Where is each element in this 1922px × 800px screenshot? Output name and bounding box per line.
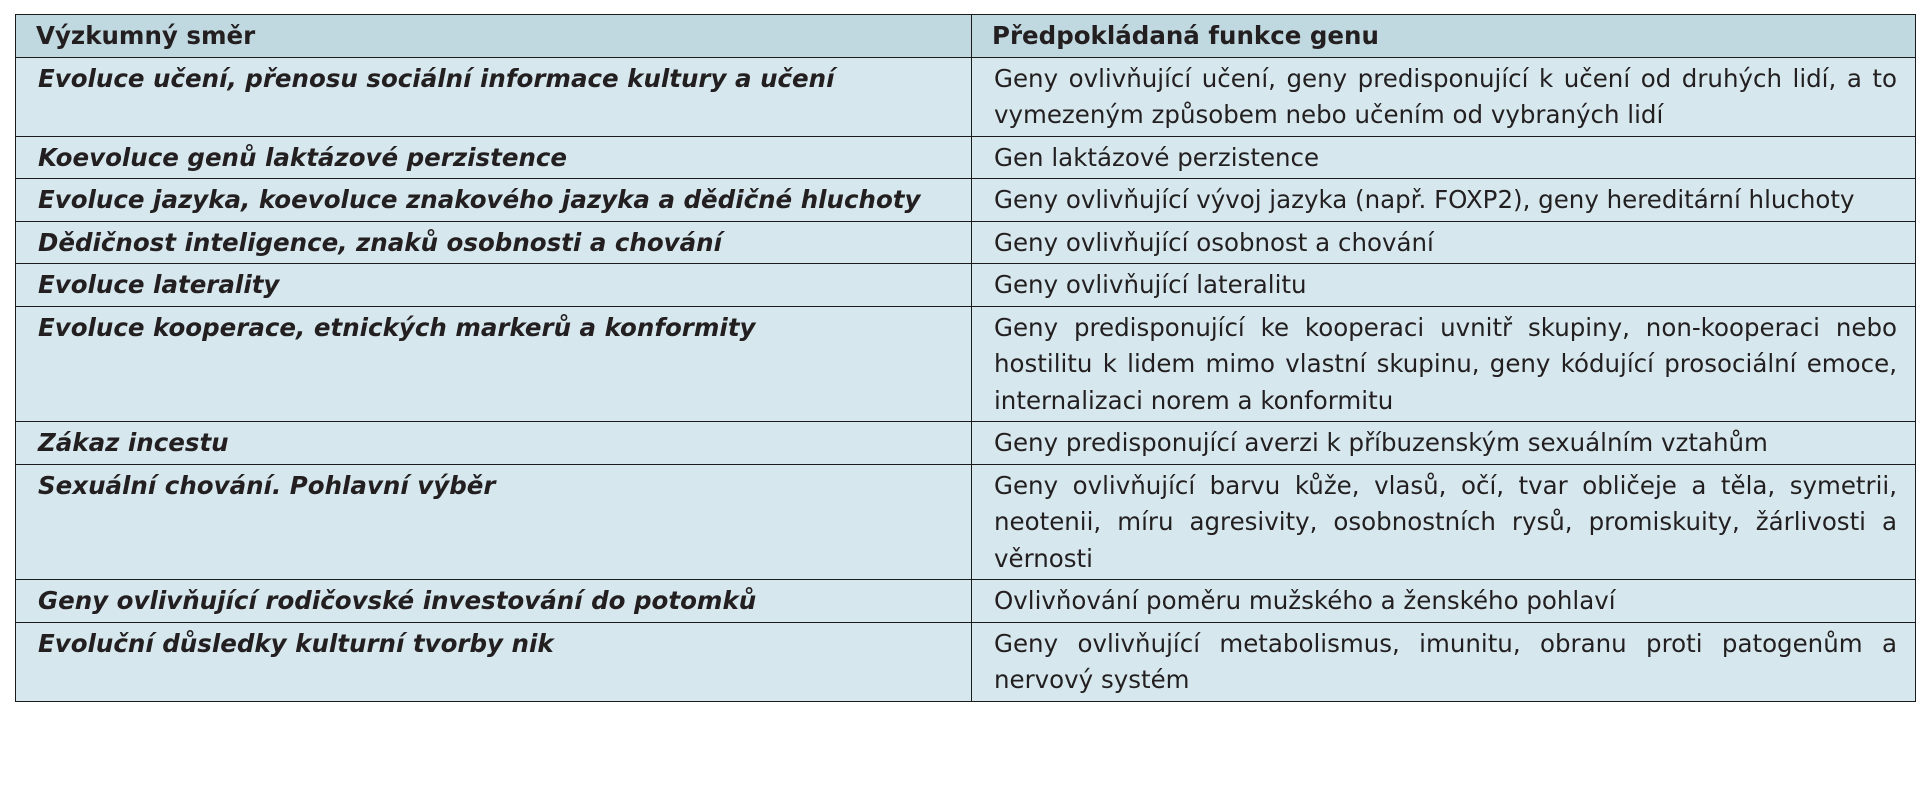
- table-row: [16, 580, 1916, 623]
- gene-function-cell: Geny predisponující ke kooperaci uvnitř skupiny, non-kooperaci nebo hostilitu k lidem mimo vlastní skupinu, geny kódující prosociální emoce, internalizaci norem a konformitu: [972, 306, 1916, 422]
- gene-function-cell: Geny ovlivňující učení, geny predisponující k učení od druhých lidí, a to vymezeným způsobem nebo učením od vybraných lidí: [972, 57, 1916, 136]
- gene-function-cell: Geny ovlivňující metabolismus, imunitu, obranu proti patogenům a nervový systém: [972, 622, 1916, 701]
- research-direction-cell: Evoluce laterality: [16, 264, 972, 307]
- gene-function-cell: Geny ovlivňující barvu kůže, vlasů, očí, tvar obličeje a těla, symetrii, neotenii, míru agresivity, osobnostních rysů, promiskuity, žárlivosti a věrnosti: [972, 464, 1916, 580]
- table-row: [16, 136, 1916, 179]
- research-direction-cell: Evoluce kooperace, etnických markerů a konformity: [16, 306, 972, 422]
- table-row: [16, 622, 1916, 701]
- table-row: [16, 306, 1916, 422]
- table-row: [16, 221, 1916, 264]
- research-direction-cell: Koevoluce genů laktázové perzistence: [16, 136, 972, 179]
- research-direction-cell: Dědičnost inteligence, znaků osobnosti a chování: [16, 221, 972, 264]
- gene-function-cell: Geny ovlivňující lateralitu: [972, 264, 1916, 307]
- research-direction-cell: Zákaz incestu: [16, 422, 972, 465]
- table-row: [16, 179, 1916, 222]
- table-row: [16, 422, 1916, 465]
- gene-function-cell: Geny predisponující averzi k příbuzenským sexuálním vztahům: [972, 422, 1916, 465]
- research-direction-cell: Evoluce učení, přenosu sociální informace kultury a učení: [16, 57, 972, 136]
- gene-research-table: [15, 14, 1916, 702]
- gene-function-cell: Geny ovlivňující osobnost a chování: [972, 221, 1916, 264]
- table-row: [16, 464, 1916, 580]
- table-row: [16, 57, 1916, 136]
- research-direction-cell: Sexuální chování. Pohlavní výběr: [16, 464, 972, 580]
- gene-function-cell: Gen laktázové perzistence: [972, 136, 1916, 179]
- research-direction-cell: Evoluce jazyka, koevoluce znakového jazyka a dědičné hluchoty: [16, 179, 972, 222]
- column-header-gene-function: Předpokládaná funkce genu: [972, 15, 1916, 58]
- table-row: [16, 264, 1916, 307]
- table-header-row: [16, 15, 1916, 58]
- research-direction-cell: Evoluční důsledky kulturní tvorby nik: [16, 622, 972, 701]
- column-header-research-direction: Výzkumný směr: [16, 15, 972, 58]
- gene-function-cell: Geny ovlivňující vývoj jazyka (např. FOXP2), geny hereditární hluchoty: [972, 179, 1916, 222]
- gene-function-cell: Ovlivňování poměru mužského a ženského pohlaví: [972, 580, 1916, 623]
- research-direction-cell: Geny ovlivňující rodičovské investování do potomků: [16, 580, 972, 623]
